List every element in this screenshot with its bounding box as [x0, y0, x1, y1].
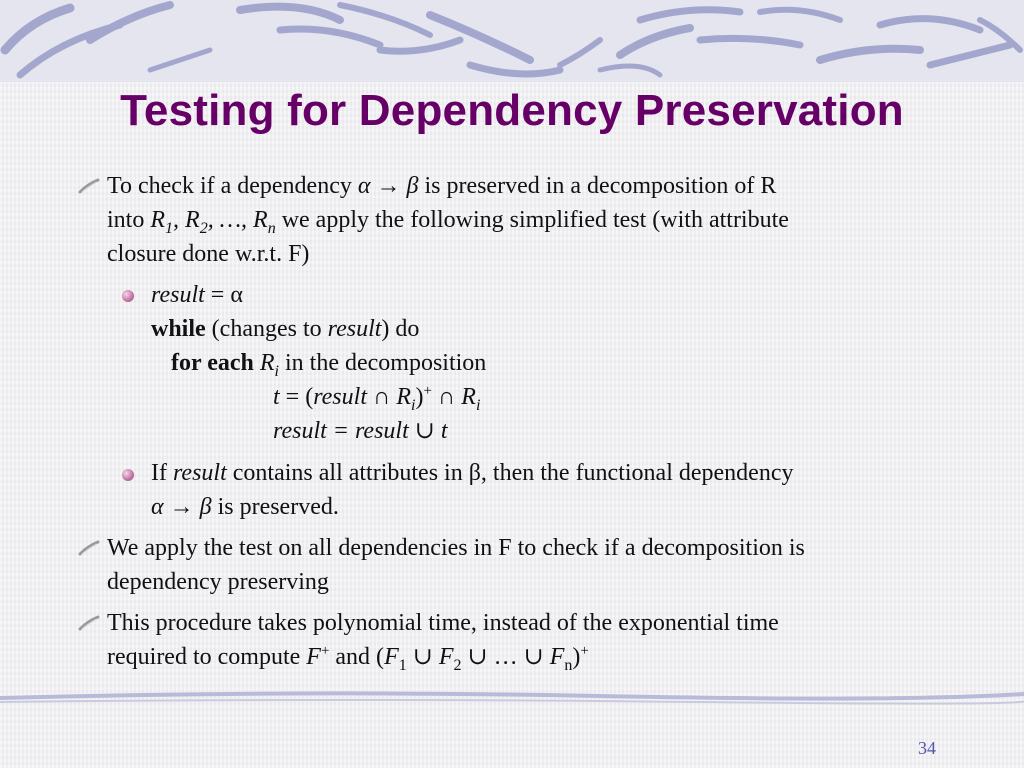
algo-line-4	[273, 382, 480, 412]
relation-r: R	[461, 384, 476, 410]
algo-line-5	[273, 416, 448, 446]
t-var: t	[440, 418, 448, 444]
text: )	[572, 644, 581, 670]
intersection-symbol: ∩	[366, 384, 397, 410]
quill-stroke-icon	[78, 615, 100, 631]
superscript: +	[423, 383, 432, 399]
bullet-1-line-3: closure done w.r.t. F)	[107, 241, 310, 267]
algo-line-3	[171, 348, 486, 378]
subscript: 1	[165, 220, 174, 237]
alpha-symbol: α	[151, 494, 164, 520]
page-number: 34	[918, 738, 936, 758]
beta-symbol: β	[406, 173, 419, 199]
relation-r: R	[396, 384, 411, 410]
quill-stroke-icon	[78, 178, 100, 194]
text: If	[151, 460, 173, 486]
bullet-1-line-2	[107, 205, 789, 235]
text: (changes to	[205, 316, 328, 342]
keyword: while	[151, 316, 206, 342]
subscript: i	[274, 363, 279, 380]
bullet-4-line-1: This procedure takes polynomial time, instead of the exponential time	[107, 610, 779, 636]
quill-stroke-icon	[78, 540, 100, 556]
pink-sphere-icon	[122, 290, 134, 302]
text: is preserved.	[217, 494, 339, 520]
subscript: i	[475, 397, 481, 414]
relation-r: R	[150, 207, 166, 233]
pink-sphere-icon	[122, 469, 134, 481]
slide-title: Testing for Dependency Preservation	[120, 86, 904, 135]
algo-line-1	[151, 280, 243, 310]
f-var: F	[306, 644, 321, 670]
arrow-symbol: →	[376, 173, 401, 199]
algo-line-2	[151, 314, 419, 344]
text: we apply the following simplified test (with attribute	[281, 207, 789, 233]
subscript: 1	[398, 657, 407, 674]
t-var: t	[273, 384, 280, 410]
result-var: result = result	[273, 418, 409, 444]
bullet-3-line-2: dependency preserving	[107, 569, 329, 595]
subscript: 2	[453, 657, 462, 674]
bullet-3-line-1: We apply the test on all dependencies in F to check if a decomposition is	[107, 535, 805, 561]
text: required to compute	[107, 644, 307, 670]
text: ) do	[381, 316, 420, 342]
arrow-symbol: →	[169, 494, 194, 520]
beta-symbol: β	[199, 494, 212, 520]
subscript: n	[267, 220, 276, 237]
footer-swoosh-icon	[0, 688, 1024, 710]
union-symbol: ∪	[406, 644, 439, 670]
union-symbol: ∪	[408, 418, 441, 444]
result-var: result	[327, 316, 382, 342]
superscript: +	[320, 643, 330, 659]
relation-r: R	[259, 350, 275, 376]
keyword: for each	[171, 350, 254, 376]
text: in the decomposition	[279, 350, 487, 376]
bullet-4-line-2	[107, 642, 589, 672]
text: and (	[329, 644, 385, 670]
text: )	[415, 384, 424, 410]
subscript: 2	[199, 220, 208, 237]
sub-bullet-2-line-2	[151, 492, 339, 522]
f-var: F	[549, 644, 565, 670]
result-var: result	[151, 282, 205, 308]
subscript: n	[564, 657, 573, 674]
result-var: result	[172, 460, 227, 486]
union-symbol: ∪ … ∪	[461, 644, 550, 670]
text: To check if a dependency	[107, 173, 352, 199]
subscript: i	[411, 397, 416, 414]
relation-r: , R	[173, 207, 200, 233]
f-var: F	[384, 644, 399, 670]
bullet-1-line-1	[107, 171, 776, 201]
intersection-symbol: ∩	[431, 384, 462, 410]
text: into	[107, 207, 145, 233]
sub-bullet-2-line-1	[151, 458, 793, 488]
result-var: result	[313, 384, 367, 410]
f-var: F	[438, 644, 454, 670]
text: = α	[204, 282, 243, 308]
text: is preserved in a decomposition of R	[424, 173, 777, 199]
superscript: +	[580, 643, 589, 659]
text: = (	[279, 384, 314, 410]
text: contains all attributes in β, then the functional dependency	[226, 460, 794, 486]
relation-r: , …, R	[207, 207, 268, 233]
alpha-symbol: α	[357, 173, 371, 199]
